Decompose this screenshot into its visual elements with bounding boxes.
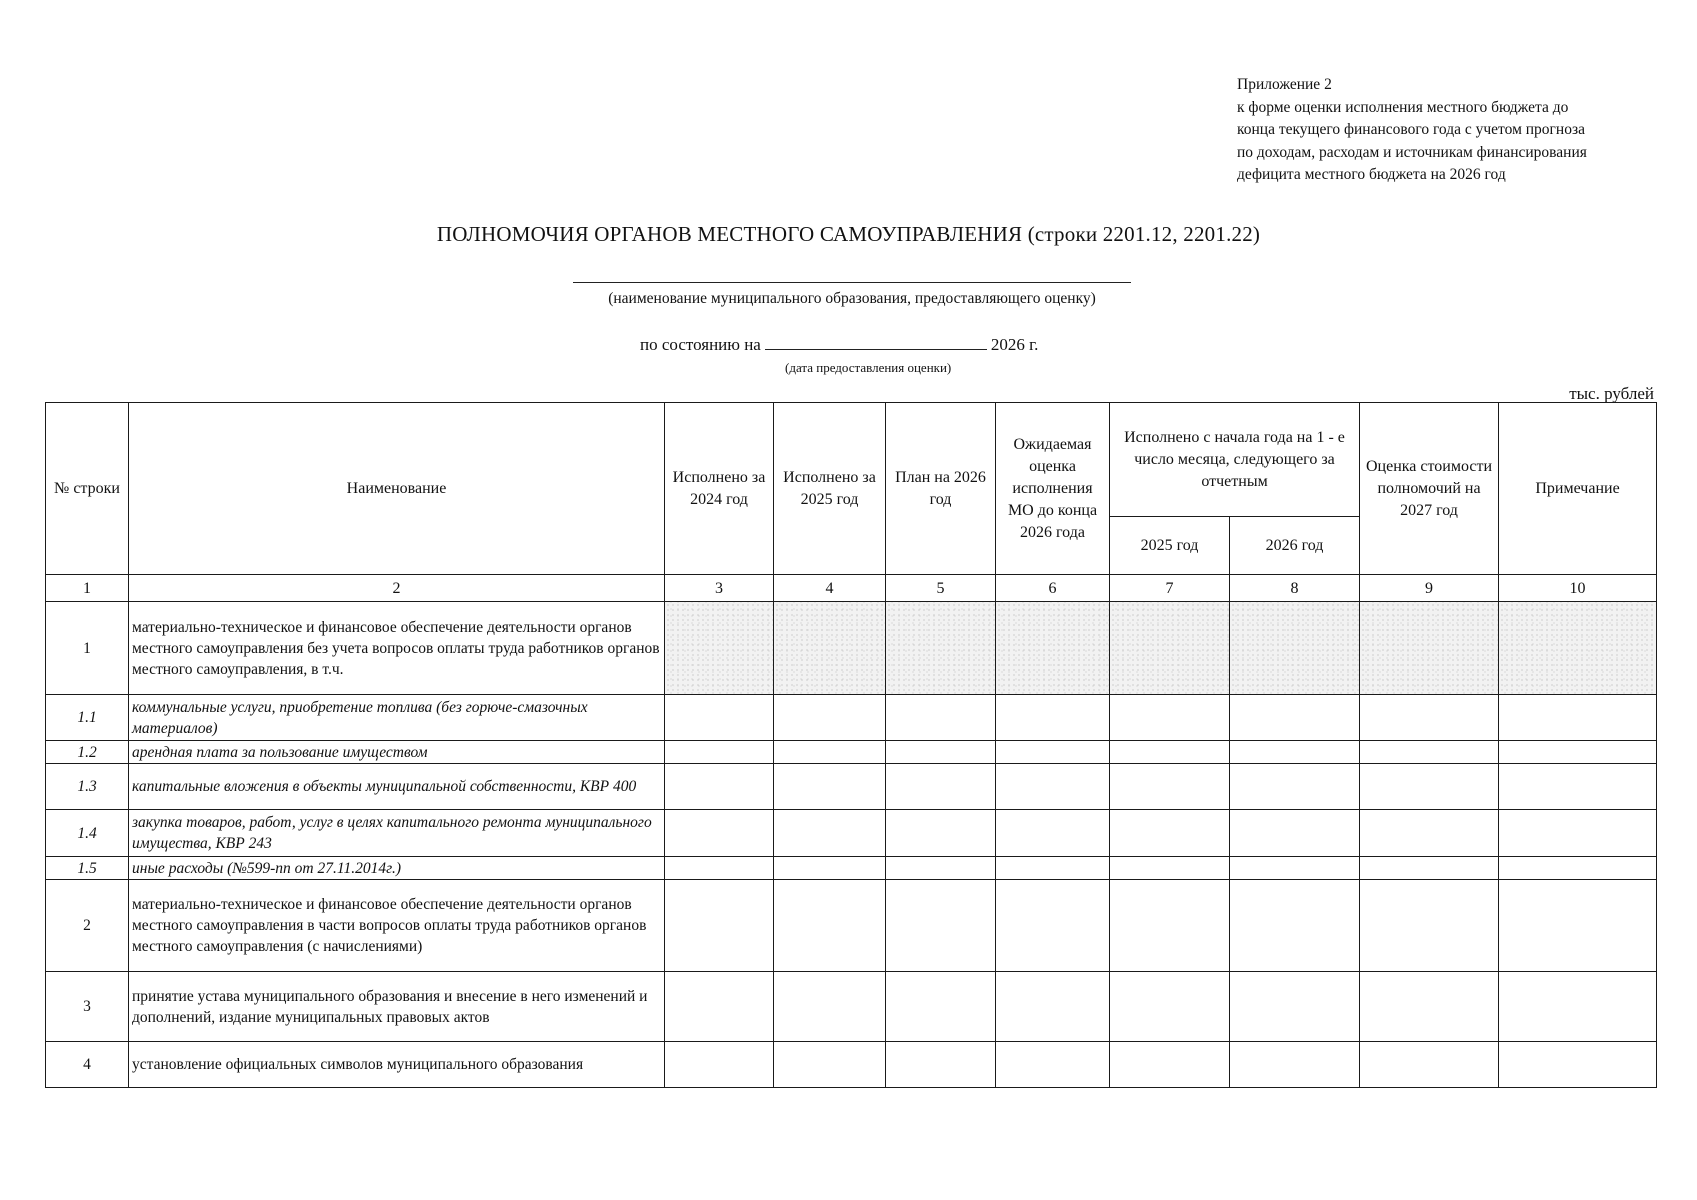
column-number: 3	[665, 575, 774, 602]
page-title	[0, 222, 1697, 247]
header-expected: Ожидаемая оценка исполнения МО до конца 2026 года	[996, 403, 1110, 575]
header-estimate-2027: Оценка стоимости полномочий на 2027 год	[1360, 403, 1499, 575]
row-value-cell	[1499, 741, 1657, 764]
table-row	[46, 972, 1657, 1042]
row-value-cell	[1360, 602, 1499, 695]
row-value-cell	[996, 810, 1110, 857]
as-of-prefix: по состоянию на	[640, 335, 761, 354]
row-value-cell	[774, 764, 886, 810]
row-value-cell	[886, 810, 996, 857]
row-value-cell	[1499, 857, 1657, 880]
header-exec-2024: Исполнено за 2024 год	[665, 403, 774, 575]
row-name: закупка товаров, работ, услуг в целях капитального ремонта муниципального имущества, КВР 243	[129, 810, 665, 857]
municipality-name-line	[573, 282, 1131, 283]
row-value-cell	[1230, 857, 1360, 880]
row-value-cell	[996, 602, 1110, 695]
header-name: Наименование	[129, 403, 665, 575]
row-value-cell	[1230, 764, 1360, 810]
column-number: 6	[996, 575, 1110, 602]
header-note: Примечание	[1499, 403, 1657, 575]
row-value-cell	[1110, 972, 1230, 1042]
row-value-cell	[665, 741, 774, 764]
table-row	[46, 810, 1657, 857]
row-number: 1.1	[46, 695, 129, 741]
header-year-2026: 2026 год	[1230, 517, 1360, 575]
row-value-cell	[1499, 972, 1657, 1042]
row-value-cell	[1499, 602, 1657, 695]
row-value-cell	[886, 764, 996, 810]
row-value-cell	[665, 695, 774, 741]
row-value-cell	[1230, 810, 1360, 857]
row-value-cell	[1499, 1042, 1657, 1088]
header-year-2025: 2025 год	[1110, 517, 1230, 575]
row-value-cell	[1230, 602, 1360, 695]
row-value-cell	[774, 810, 886, 857]
table-row	[46, 857, 1657, 880]
column-number: 2	[129, 575, 665, 602]
row-value-cell	[886, 880, 996, 972]
row-value-cell	[886, 1042, 996, 1088]
row-value-cell	[1499, 810, 1657, 857]
row-value-cell	[1499, 880, 1657, 972]
as-of-caption: (дата предоставления оценки)	[785, 360, 952, 375]
row-value-cell	[886, 741, 996, 764]
appendix-line: дефицита местного бюджета на 2026 год	[1237, 166, 1506, 183]
authority-table	[45, 402, 1657, 1088]
row-value-cell	[1360, 1042, 1499, 1088]
row-name: материально-техническое и финансовое обеспечение деятельности органов местного самоуправления без учета вопросов оплаты труда работников органов местного самоуправления, в т.ч.	[129, 602, 665, 695]
row-value-cell	[665, 972, 774, 1042]
row-value-cell	[886, 602, 996, 695]
appendix-line: конца текущего финансового года с учетом прогноза	[1237, 121, 1585, 138]
row-value-cell	[1110, 741, 1230, 764]
row-value-cell	[1110, 695, 1230, 741]
row-value-cell	[1360, 857, 1499, 880]
row-value-cell	[1230, 1042, 1360, 1088]
row-value-cell	[665, 1042, 774, 1088]
row-value-cell	[1230, 972, 1360, 1042]
appendix-line: Приложение 2	[1237, 76, 1332, 93]
row-value-cell	[1110, 1042, 1230, 1088]
row-name: коммунальные услуги, приобретение топлива (без горюче-смазочных материалов)	[129, 695, 665, 741]
row-value-cell	[996, 972, 1110, 1042]
row-value-cell	[665, 602, 774, 695]
municipality-caption: (наименование муниципального образования, предоставляющего оценку)	[608, 290, 1096, 307]
row-value-cell	[1230, 695, 1360, 741]
row-number: 2	[46, 880, 129, 972]
column-number: 4	[774, 575, 886, 602]
row-value-cell	[996, 695, 1110, 741]
column-number: 5	[886, 575, 996, 602]
header-plan-2026: План на 2026 год	[886, 403, 996, 575]
row-number: 1	[46, 602, 129, 695]
row-value-cell	[996, 857, 1110, 880]
row-value-cell	[774, 972, 886, 1042]
table-row	[46, 741, 1657, 764]
row-value-cell	[886, 695, 996, 741]
row-value-cell	[774, 741, 886, 764]
row-name: арендная плата за пользование имуществом	[129, 741, 665, 764]
row-value-cell	[665, 764, 774, 810]
column-number: 8	[1230, 575, 1360, 602]
row-number: 1.3	[46, 764, 129, 810]
as-of-date-blank	[765, 333, 987, 350]
row-value-cell	[1230, 741, 1360, 764]
row-value-cell	[1110, 602, 1230, 695]
row-name: иные расходы (№599-пп от 27.11.2014г.)	[129, 857, 665, 880]
row-number: 1.5	[46, 857, 129, 880]
appendix-block	[1237, 74, 1657, 187]
appendix-line: по доходам, расходам и источникам финансирования	[1237, 143, 1587, 161]
column-number: 9	[1360, 575, 1499, 602]
table-row	[46, 695, 1657, 741]
row-number: 4	[46, 1042, 129, 1088]
row-value-cell	[1110, 880, 1230, 972]
row-value-cell	[1110, 857, 1230, 880]
row-name: материально-техническое и финансовое обеспечение деятельности органов местного самоуправления в части вопросов оплаты труда работников органов местного самоуправления (с начислениями)	[129, 880, 665, 972]
row-value-cell	[996, 741, 1110, 764]
column-number-row	[46, 575, 1657, 602]
row-value-cell	[1360, 741, 1499, 764]
row-value-cell	[1360, 810, 1499, 857]
row-value-cell	[1110, 810, 1230, 857]
row-value-cell	[665, 810, 774, 857]
row-value-cell	[1499, 764, 1657, 810]
table-row	[46, 1042, 1657, 1088]
page-title-text: ПОЛНОМОЧИЯ ОРГАНОВ МЕСТНОГО САМОУПРАВЛЕНИЯ (строки 2201.12, 2201.22)	[436, 222, 1261, 246]
row-value-cell	[996, 764, 1110, 810]
row-value-cell	[774, 857, 886, 880]
row-number: 3	[46, 972, 129, 1042]
row-name: принятие устава муниципального образования и внесение в него изменений и дополнений, издание муниципальных правовых актов	[129, 972, 665, 1042]
row-value-cell	[1110, 764, 1230, 810]
row-number: 1.2	[46, 741, 129, 764]
row-name: капитальные вложения в объекты муниципальной собственности, КВР 400	[129, 764, 665, 810]
row-value-cell	[1230, 880, 1360, 972]
row-value-cell	[665, 880, 774, 972]
row-number: 1.4	[46, 810, 129, 857]
row-value-cell	[996, 880, 1110, 972]
column-number: 1	[46, 575, 129, 602]
row-value-cell	[996, 1042, 1110, 1088]
row-value-cell	[886, 857, 996, 880]
row-value-cell	[1360, 764, 1499, 810]
row-value-cell	[1360, 880, 1499, 972]
as-of-line	[640, 333, 1038, 355]
row-name: установление официальных символов муниципального образования	[129, 1042, 665, 1088]
table-row	[46, 764, 1657, 810]
row-value-cell	[1360, 695, 1499, 741]
row-value-cell	[886, 972, 996, 1042]
appendix-line: к форме оценки исполнения местного бюджета до	[1237, 98, 1569, 116]
units-label: тыс. рублей	[1569, 384, 1654, 403]
column-number: 7	[1110, 575, 1230, 602]
table-row	[46, 880, 1657, 972]
header-exec-2025: Исполнено за 2025 год	[774, 403, 886, 575]
row-value-cell	[774, 602, 886, 695]
row-value-cell	[1499, 695, 1657, 741]
row-value-cell	[774, 695, 886, 741]
row-value-cell	[1360, 972, 1499, 1042]
column-number: 10	[1499, 575, 1657, 602]
as-of-suffix: 2026 г.	[990, 335, 1039, 354]
row-value-cell	[774, 880, 886, 972]
row-value-cell	[774, 1042, 886, 1088]
header-executed-since: Исполнено с начала года на 1 - е число месяца, следующего за отчетным	[1110, 403, 1360, 517]
header-row-no: № строки	[46, 403, 129, 575]
row-value-cell	[665, 857, 774, 880]
table-row	[46, 602, 1657, 695]
